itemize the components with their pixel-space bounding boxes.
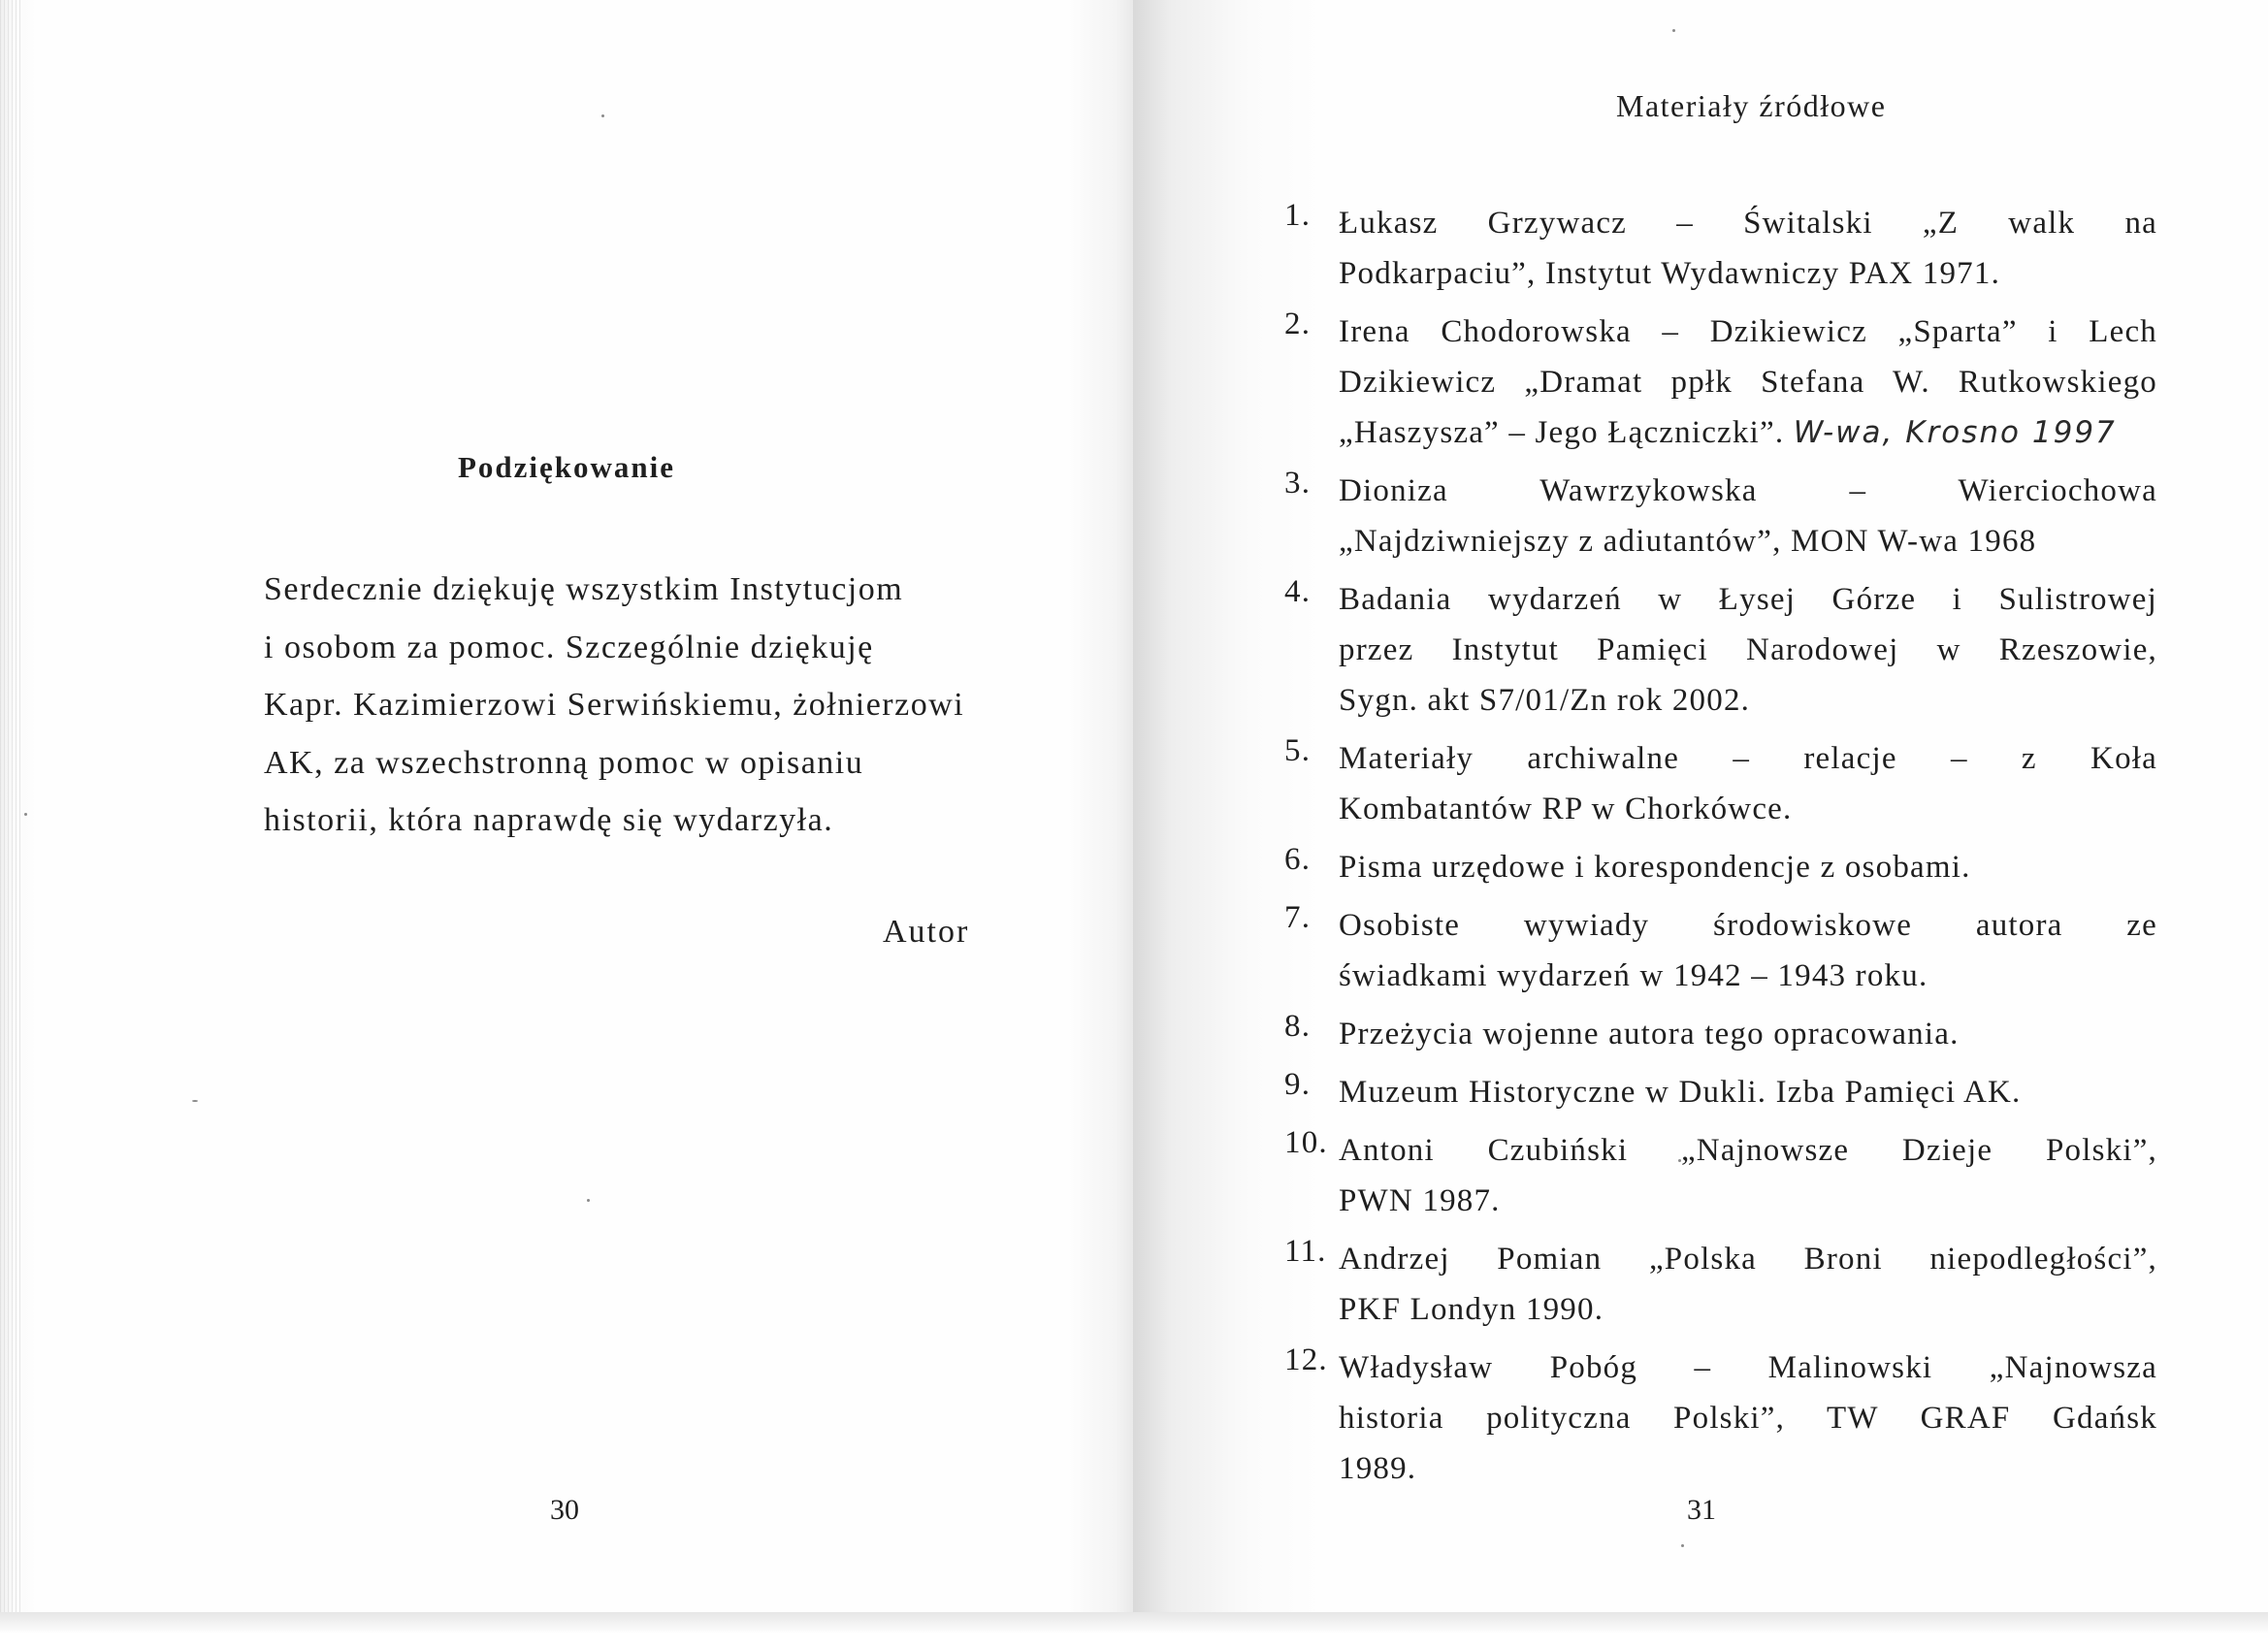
- source-item: [1284, 1342, 2157, 1494]
- source-number: 12.: [1284, 1342, 1328, 1377]
- acknowledgement-line: Serdecznie dziękuję wszystkim Instytucjom: [264, 571, 904, 607]
- acknowledgement-heading: Podziękowanie: [458, 450, 676, 484]
- source-item: [1284, 466, 2157, 566]
- source-line: Władysław Pobóg – Malinowski „Najnowsza: [1339, 1350, 2157, 1385]
- page-edges: [0, 0, 21, 1612]
- acknowledgement-line: AK, za wszechstronną pomoc w opisaniu: [264, 744, 864, 781]
- source-number: 1.: [1284, 198, 1312, 233]
- page-bottom-edge: [0, 1612, 2268, 1649]
- sources-list: [1284, 198, 2157, 1502]
- sources-heading: Materiały źródłowe: [1616, 88, 1887, 123]
- source-line: Sygn. akt S7/01/Zn rok 2002.: [1339, 683, 1751, 718]
- acknowledgement-line: Kapr. Kazimierzowi Serwińskiemu, żołnierzowi: [264, 687, 965, 723]
- author-signature: Autor: [883, 914, 970, 950]
- source-line: Muzeum Historyczne w Dukli. Izba Pamięci AK.: [1339, 1075, 2022, 1110]
- page-number-left: 30: [550, 1494, 579, 1526]
- source-number: 7.: [1284, 900, 1312, 935]
- source-line: PKF Londyn 1990.: [1339, 1292, 1604, 1327]
- source-line: Przeżycia wojenne autora tego opracowania.: [1339, 1017, 1960, 1051]
- source-line: Łukasz Grzywacz – Świtalski „Z walk na: [1339, 206, 2157, 241]
- source-line: świadkami wydarzeń w 1942 – 1943 roku.: [1339, 958, 1928, 993]
- handwritten-note: W-wa, Krosno 1997: [1793, 415, 2117, 450]
- source-item: [1284, 198, 2157, 299]
- source-item: [1284, 1009, 2157, 1059]
- source-line: Podkarpaciu”, Instytut Wydawniczy PAX 1971.: [1339, 256, 2001, 291]
- source-line: Kombatantów RP w Chorkówce.: [1339, 792, 1793, 826]
- source-line: Pisma urzędowe i korespondencje z osobami.: [1339, 850, 1971, 885]
- source-line: „Haszysza” – Jego Łączniczki”.: [1339, 415, 1785, 450]
- source-line-with-note: [1339, 407, 2157, 458]
- paper-speck: [587, 1199, 590, 1202]
- source-item: [1284, 1125, 2157, 1226]
- source-item: [1284, 900, 2157, 1001]
- paper-speck: [1681, 1544, 1684, 1547]
- source-line: 1989.: [1339, 1451, 1417, 1486]
- paper-speck: [601, 114, 604, 117]
- source-number: 4.: [1284, 574, 1312, 609]
- acknowledgement-text: [264, 561, 1011, 850]
- source-number: 5.: [1284, 733, 1312, 768]
- paper-speck: [1672, 29, 1675, 32]
- source-line: Antoni Czubiński „Najnowsze Dzieje Polski”,: [1339, 1133, 2157, 1168]
- source-number: 11.: [1284, 1234, 1327, 1269]
- source-line: przez Instytut Pamięci Narodowej w Rzeszowie,: [1339, 632, 2157, 667]
- source-number: 8.: [1284, 1009, 1312, 1044]
- source-number: 9.: [1284, 1067, 1312, 1102]
- page-number-right: 31: [1687, 1494, 1716, 1526]
- source-item: [1284, 307, 2157, 458]
- left-page: [0, 0, 1133, 1612]
- source-item: [1284, 574, 2157, 726]
- paper-speck: [192, 1100, 198, 1102]
- source-line: Irena Chodorowska – Dzikiewicz „Sparta” i Lech: [1339, 314, 2157, 349]
- source-item: [1284, 1067, 2157, 1117]
- source-line: historia polityczna Polski”, TW GRAF Gdańsk: [1339, 1401, 2157, 1436]
- source-line: Osobiste wywiady środowiskowe autora ze: [1339, 908, 2157, 943]
- source-line: „Najdziwniejszy z adiutantów”, MON W-wa 1968: [1339, 524, 2037, 559]
- source-item: [1284, 733, 2157, 834]
- source-line: PWN 1987.: [1339, 1183, 1501, 1218]
- source-line: Dzikiewicz „Dramat ppłk Stefana W. Rutkowskiego: [1339, 365, 2157, 400]
- source-line: Dioniza Wawrzykowska – Wierciochowa: [1339, 473, 2157, 508]
- acknowledgement-line: i osobom za pomoc. Szczególnie dziękuję: [264, 629, 874, 665]
- source-number: 2.: [1284, 307, 1312, 341]
- acknowledgement-line: historii, która naprawdę się wydarzyła.: [264, 802, 834, 838]
- source-item: [1284, 842, 2157, 892]
- paper-speck: [24, 813, 27, 816]
- source-number: 6.: [1284, 842, 1312, 877]
- source-number: 10.: [1284, 1125, 1328, 1160]
- source-line: Andrzej Pomian „Polska Broni niepodległości”,: [1339, 1242, 2157, 1277]
- source-line: Badania wydarzeń w Łysej Górze i Sulistrowej: [1339, 582, 2157, 617]
- source-line: Materiały archiwalne – relacje – z Koła: [1339, 741, 2157, 776]
- source-number: 3.: [1284, 466, 1312, 501]
- source-item: [1284, 1234, 2157, 1335]
